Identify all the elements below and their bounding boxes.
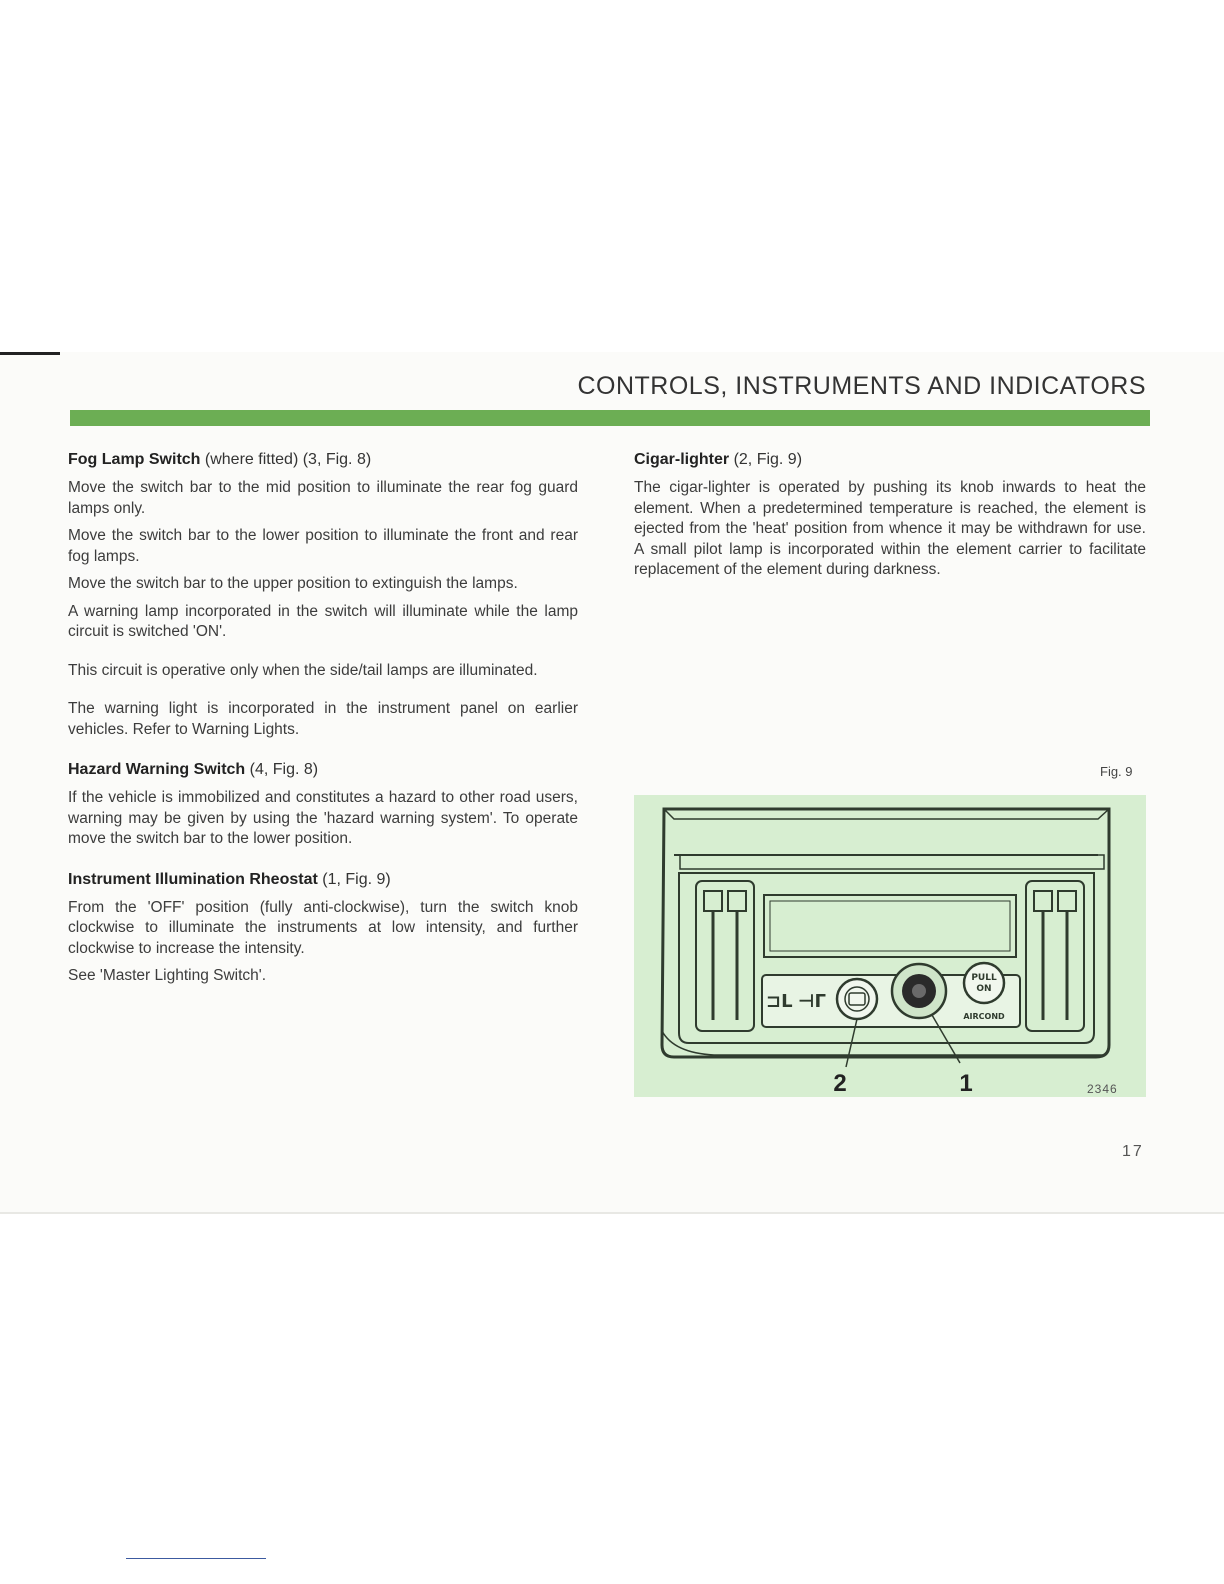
fog-symbol-icon: ⊐L xyxy=(766,991,793,1012)
dashboard-drawing xyxy=(634,795,1146,1097)
rear-fog-symbol-icon: ⊣Γ xyxy=(798,991,826,1012)
fog-lamp-heading xyxy=(68,448,578,472)
hazard-paragraph-1: If the vehicle is immobilized and constitutes a hazard to other road users, warning may be given by using the 'hazard warning system'. To operate move the switch bar to the lower position. xyxy=(68,789,578,847)
left-column xyxy=(68,448,578,994)
scan-edge-bottom xyxy=(0,1212,1224,1214)
console-shelf xyxy=(680,855,1104,869)
section-divider-bar xyxy=(70,410,1150,426)
callout-1: 1 xyxy=(959,1070,973,1097)
fog-lamp-paragraph-6: The warning light is incorporated in the instrument panel on earlier vehicles. Refer to Warning Lights. xyxy=(68,700,578,738)
cigar-lighter-heading-ref: (2, Fig. 9) xyxy=(729,451,803,468)
fog-lamp-paragraph-2: Move the switch bar to the lower position to illuminate the front and rear fog lamps. xyxy=(68,527,578,565)
center-panel-inner xyxy=(770,901,1010,951)
center-panel xyxy=(764,895,1016,957)
callout-2: 2 xyxy=(833,1070,847,1097)
page-number: 17 xyxy=(1122,1143,1144,1160)
rheostat-knob xyxy=(892,964,946,1018)
hazard-heading-ref: (4, Fig. 8) xyxy=(245,761,319,778)
cigar-lighter-heading-title: Cigar-lighter xyxy=(634,451,730,468)
hazard-heading-title: Hazard Warning Switch xyxy=(68,761,246,778)
rheostat-heading xyxy=(68,868,578,892)
cigar-lighter-heading xyxy=(634,448,1146,472)
figure-9-illustration xyxy=(634,795,1146,1097)
fog-lamp-heading-ref: (where fitted) (3, Fig. 8) xyxy=(200,451,372,468)
rheostat-paragraph-1: From the 'OFF' position (fully anti-clockwise), turn the switch knob clockwise to illuminate the instruments at low intensity, and further clockwise to increase the intensity. xyxy=(68,898,578,957)
left-vent-controls xyxy=(696,881,754,1031)
fog-lamp-heading-title: Fog Lamp Switch xyxy=(68,451,201,468)
cigar-lighter-knob xyxy=(837,979,877,1019)
cigar-lighter-paragraph-1: The cigar-lighter is operated by pushing its knob inwards to heat the element. When a predetermined temperature is reached, the element is ejected from the 'heat' position from whence it may be withdrawn for use. A small pilot lamp is incorporated within the element carrier to facilitate replacement of the element during darkness. xyxy=(634,479,1146,578)
figure-number: 2346 xyxy=(1087,1082,1118,1096)
aircond-label: AIRCOND xyxy=(963,1012,1005,1021)
right-column xyxy=(634,448,1146,588)
pull-on-text-line1: PULL xyxy=(971,973,997,983)
rheostat-paragraph-2: See 'Master Lighting Switch'. xyxy=(68,967,267,984)
figure-label: Fig. 9 xyxy=(1100,764,1133,779)
pull-on-text-line2: ON xyxy=(976,984,992,994)
fog-lamp-paragraph-3: Move the switch bar to the upper position to extinguish the lamps. xyxy=(68,575,518,592)
rheostat-heading-ref: (1, Fig. 9) xyxy=(317,870,391,888)
right-vent-controls xyxy=(1026,881,1084,1031)
aircond-pull-on-knob xyxy=(964,963,1004,1003)
hazard-heading xyxy=(68,758,578,782)
rheostat-heading-title: Instrument Illumination Rheostat xyxy=(68,870,318,888)
fog-lamp-paragraph-1: Move the switch bar to the mid position to illuminate the rear fog guard lamps only. xyxy=(68,479,578,517)
fog-lamp-paragraph-4: A warning lamp incorporated in the switch will illuminate while the lamp circuit is switched 'ON'. xyxy=(68,602,578,640)
scan-edge xyxy=(0,352,60,355)
section-title: CONTROLS, INSTRUMENTS AND INDICATORS xyxy=(577,372,1146,400)
footer-rule xyxy=(126,1558,266,1559)
fog-lamp-paragraph-5: This circuit is operative only when the side/tail lamps are illuminated. xyxy=(68,661,538,679)
